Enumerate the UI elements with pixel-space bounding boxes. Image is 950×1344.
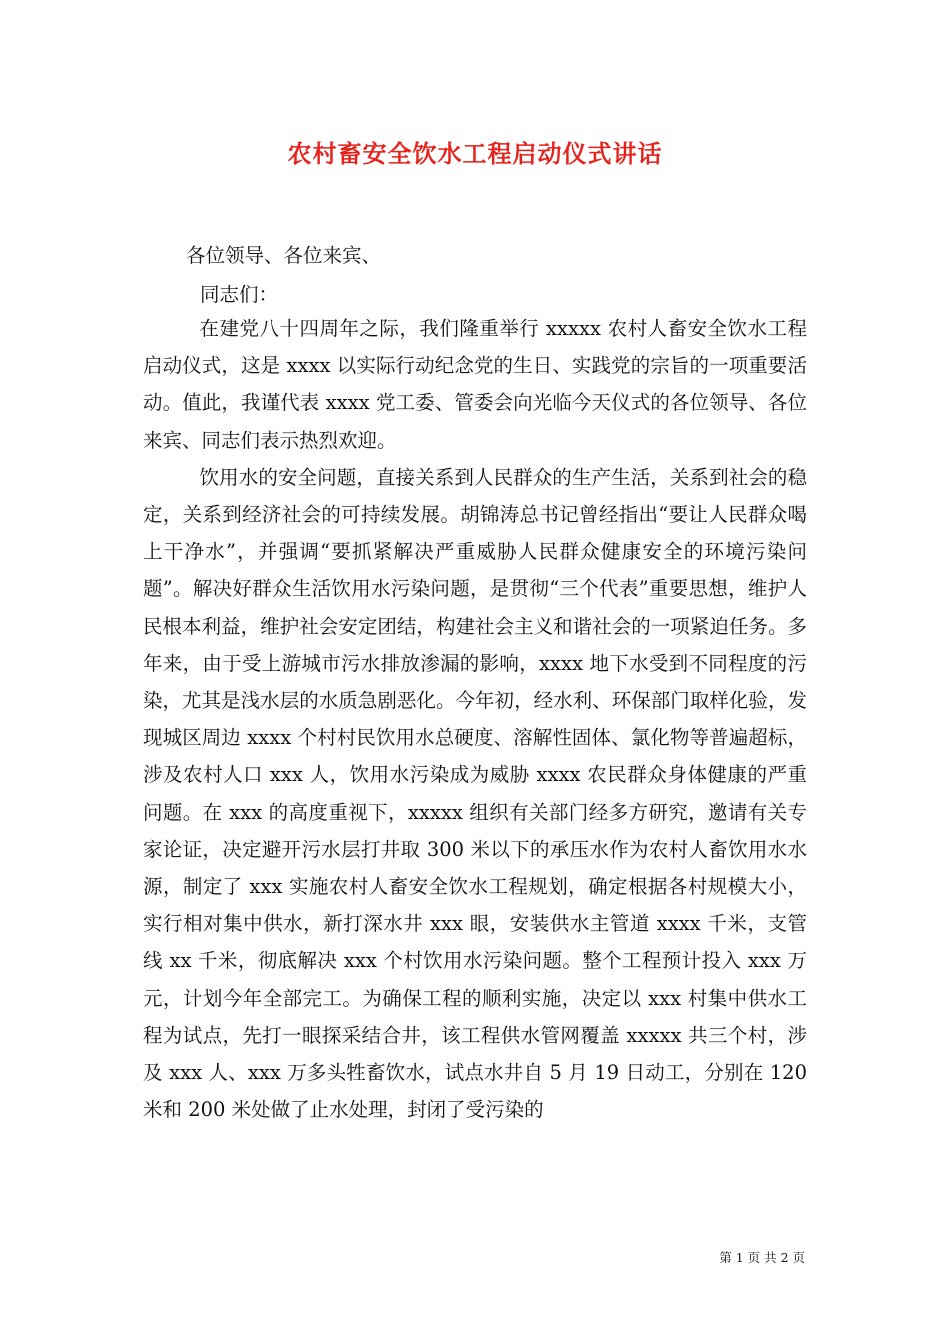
paragraph-water-safety: 饮用水的安全问题，直接关系到人民群众的生产生活，关系到社会的稳定，关系到经济社会的可持续发展。胡锦涛总书记曾经指出“要让人民群众喝上干净水”，并强调“要抓紧解决严重威胁人民群众健康安全的环境污染问题”。解决好群众生活饮用水污染问题，是贯彻“三个代表”重要思想，维护人民根本利益，维护社会安定团结，构建社会主义和谐社会的一项紧迫任务。多年来，由于受上游城市污水排放渗漏的影响，xxxx 地下水受到不同程度的污染，尤其是浅水层的水质急剧恶化。今年初，经水利、环保部门取样化验，发现城区周边 xxxx 个村村民饮用水总硬度、溶解性固体、氯化物等普遍超标，涉及农村人口 xxx 人，饮用水污染成为威胁 xxxx 农民群众身体健康的严重问题。在 xxx 的高度重视下，xxxxx 组织有关部门经多方研究，邀请有关专家论证，决定避开污水层打井取 300 米以下的承压水作为农村人畜饮用水水源，制定了 xxx 实施农村人畜安全饮水工程规划，确定根据各村规模大小，实行相对集中供水，新打深水井 xxx 眼，安装供水主管道 xxxx 千米，支管线 xx 千米，彻底解决 xxx 个村饮用水污染问题。整个工程预计投入 xxx 万元，计划今年全部完工。为确保工程的顺利实施，决定以 xxx 村集中供水工程为试点，先打一眼探采结合井，该工程供水管网覆盖 xxxxx 共三个村，涉及 xxx 人、xxx 万多头牲畜饮水，试点水井自 5 月 19 日动工，分别在 120 米和 200 米处做了止水处理，封闭了受污染的 [143,465,807,1122]
body-text [143,310,807,1128]
page-number-footer: 第 1 页 共 2 页 [719,1250,805,1265]
salutation-comrades: 同志们： [200,283,279,306]
paragraph-opening: 在建党八十四周年之际，我们隆重举行 xxxxx 农村人畜安全饮水工程启动仪式，这是 xxxx 以实际行动纪念党的生日、实践党的宗旨的一项重要活动。值此，我谨代表 xxxx 党工委、管委会向光临今天仪式的各位领导、各位来宾、同志们表示热烈欢迎。 [143,317,807,452]
salutation-leaders-guests: 各位领导、各位来宾、 [186,244,382,267]
document-title: 农村畜安全饮水工程启动仪式讲话 [287,139,663,168]
